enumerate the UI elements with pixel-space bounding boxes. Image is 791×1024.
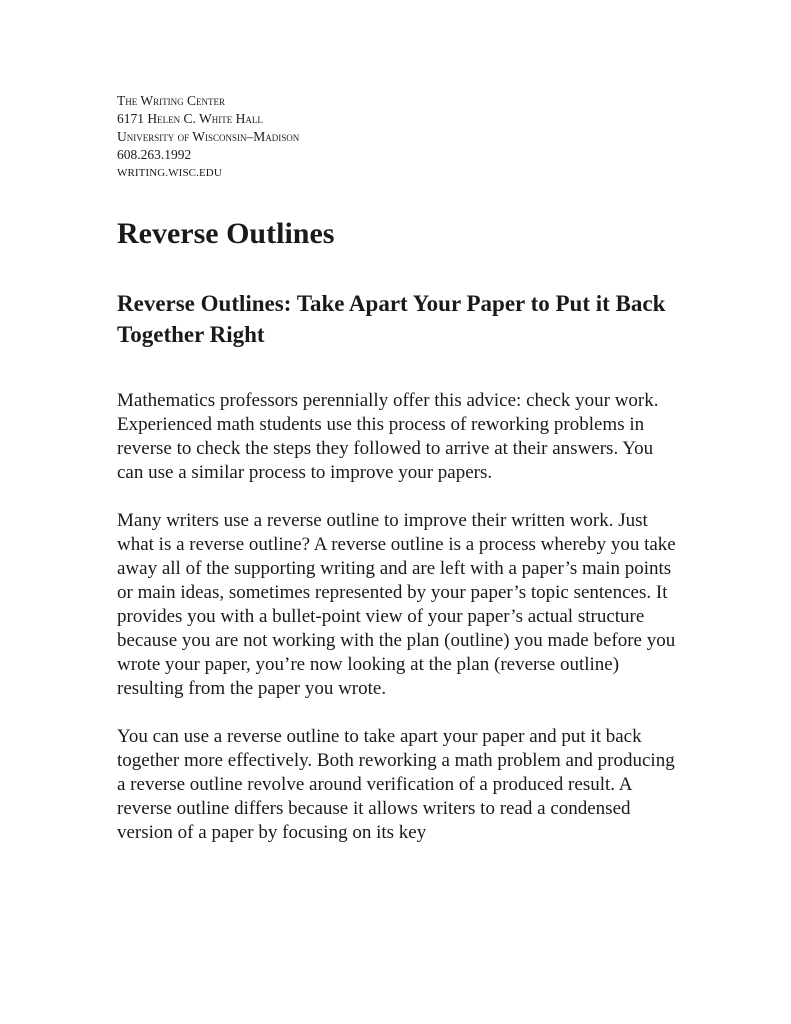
street-address: 6171 Helen C. White Hall: [117, 111, 263, 126]
document-page: [117, 92, 677, 845]
paragraph-3: You can use a reverse outline to take apart your paper and put it back together more effectively. Both reworking a math problem and producing a reverse outline revolve around verification of a produced result. A reverse outline differs because it allows writers to read a condensed version of a paper by focusing on its key: [117, 726, 675, 843]
address-block: [117, 92, 677, 182]
paragraph-1: Mathematics professors perennially offer this advice: check your work. Experienced math students use this process of reworking problems in reverse to check the steps they followed to arrive at their answers. You can use a similar process to improve your papers.: [117, 390, 659, 483]
document-subtitle: Reverse Outlines: Take Apart Your Paper to Put it Back Together Right: [117, 291, 666, 347]
phone-number: 608.263.1992: [117, 147, 192, 162]
paragraph-2: Many writers use a reverse outline to improve their written work. Just what is a reverse outline? A reverse outline is a process whereby you take away all of the supporting writing and are left with a paper’s main points or main ideas, sometimes represented by your paper’s topic sentences. It provides you with a bullet-point view of your paper’s actual structure because you are not working with the plan (outline) you made before you wrote your paper, you’re now looking at the plan (reverse outline) resulting from the paper you wrote.: [117, 510, 676, 699]
org-name: The Writing Center: [117, 93, 225, 108]
website-url: WRITING.WISC.EDU: [117, 167, 222, 179]
document-title: Reverse Outlines: [117, 217, 335, 250]
university-name: University of Wisconsin–Madison: [117, 129, 300, 144]
